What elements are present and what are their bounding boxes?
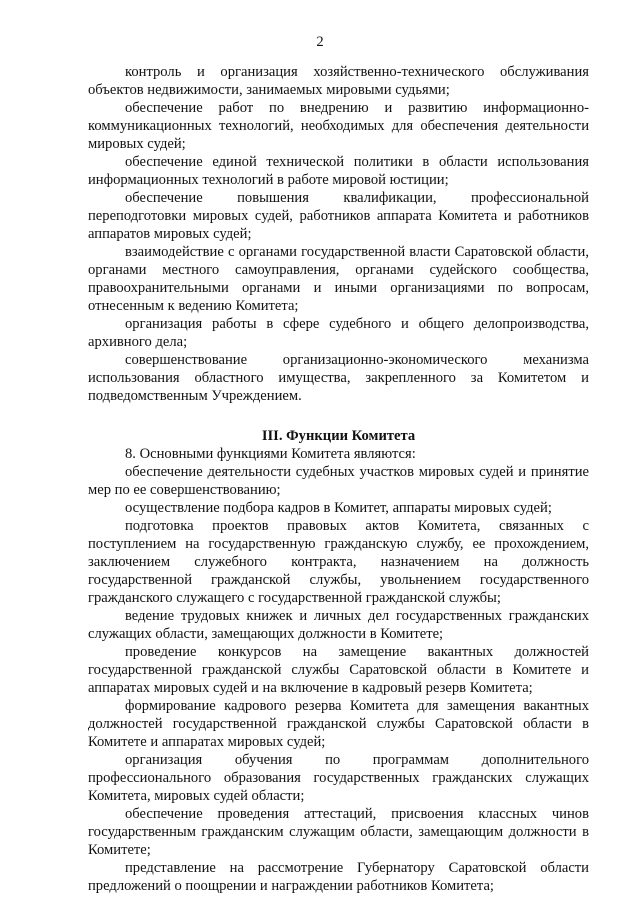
paragraph: обеспечение единой технической политики в области использования информационных технологий в работе мировой юстиции; [88, 154, 589, 188]
document-body [88, 63, 589, 895]
paragraph: 8. Основными функциями Комитета являются: [125, 446, 416, 462]
paragraph: обеспечение работ по внедрению и развитию информационно-коммуникационных технологий, необходимых для обеспечения деятельности мировых судей; [88, 100, 589, 152]
paragraph: совершенствование организационно-экономического механизма использования областного имущества, закрепленного за Комитетом и подведомственным Учреждением. [88, 352, 589, 404]
paragraph: взаимодействие с органами государственной власти Саратовской области, органами местного самоуправления, органами судейского сообщества, правоохранительными органами и иными организациями по вопросам, отнесенным к ведению Комитета; [88, 244, 589, 314]
paragraph: ведение трудовых книжек и личных дел государственных гражданских служащих области, замещающих должности в Комитете; [88, 608, 589, 642]
paragraph: организация работы в сфере судебного и общего делопроизводства, архивного дела; [88, 316, 589, 350]
paragraph: обеспечение проведения аттестаций, присвоения классных чинов государственным гражданским служащим области, замещающим должности в Комитете; [88, 806, 589, 858]
page-number: 2 [316, 34, 324, 50]
paragraph: проведение конкурсов на замещение вакантных должностей государственной гражданской службы Саратовской области в Комитете и аппаратах мировых судей и на включение в кадровый резерв Комитета; [88, 644, 589, 696]
section-title: III. Функции Комитета [261, 428, 416, 444]
paragraph: организация обучения по программам дополнительного профессионального образования государственных гражданских служащих Комитета, мировых судей области; [88, 752, 589, 804]
paragraph: контроль и организация хозяйственно-технического обслуживания объектов недвижимости, занимаемых мировыми судьями; [88, 64, 589, 98]
paragraph: подготовка проектов правовых актов Комитета, связанных с поступлением на государственную гражданскую службу, ее прохождением, заключением служебного контракта, назначением на должность государственной гражданской службы, увольнением государственного гражданского служащего с государственной гражданской службы; [88, 518, 589, 606]
paragraph: формирование кадрового резерва Комитета для замещения вакантных должностей государственной гражданской службы Саратовской области в Комитете и аппаратах мировых судей; [88, 698, 589, 750]
paragraph: представление на рассмотрение Губернатору Саратовской области предложений о поощрении и награждении работников Комитета; [88, 860, 589, 894]
paragraph: обеспечение деятельности судебных участков мировых судей и принятие мер по ее совершенствованию; [88, 464, 589, 498]
paragraph: обеспечение повышения квалификации, профессиональной переподготовки мировых судей, работников аппарата Комитета и работников аппаратов мировых судей; [88, 190, 589, 242]
paragraph: осуществление подбора кадров в Комитет, аппараты мировых судей; [125, 500, 552, 516]
